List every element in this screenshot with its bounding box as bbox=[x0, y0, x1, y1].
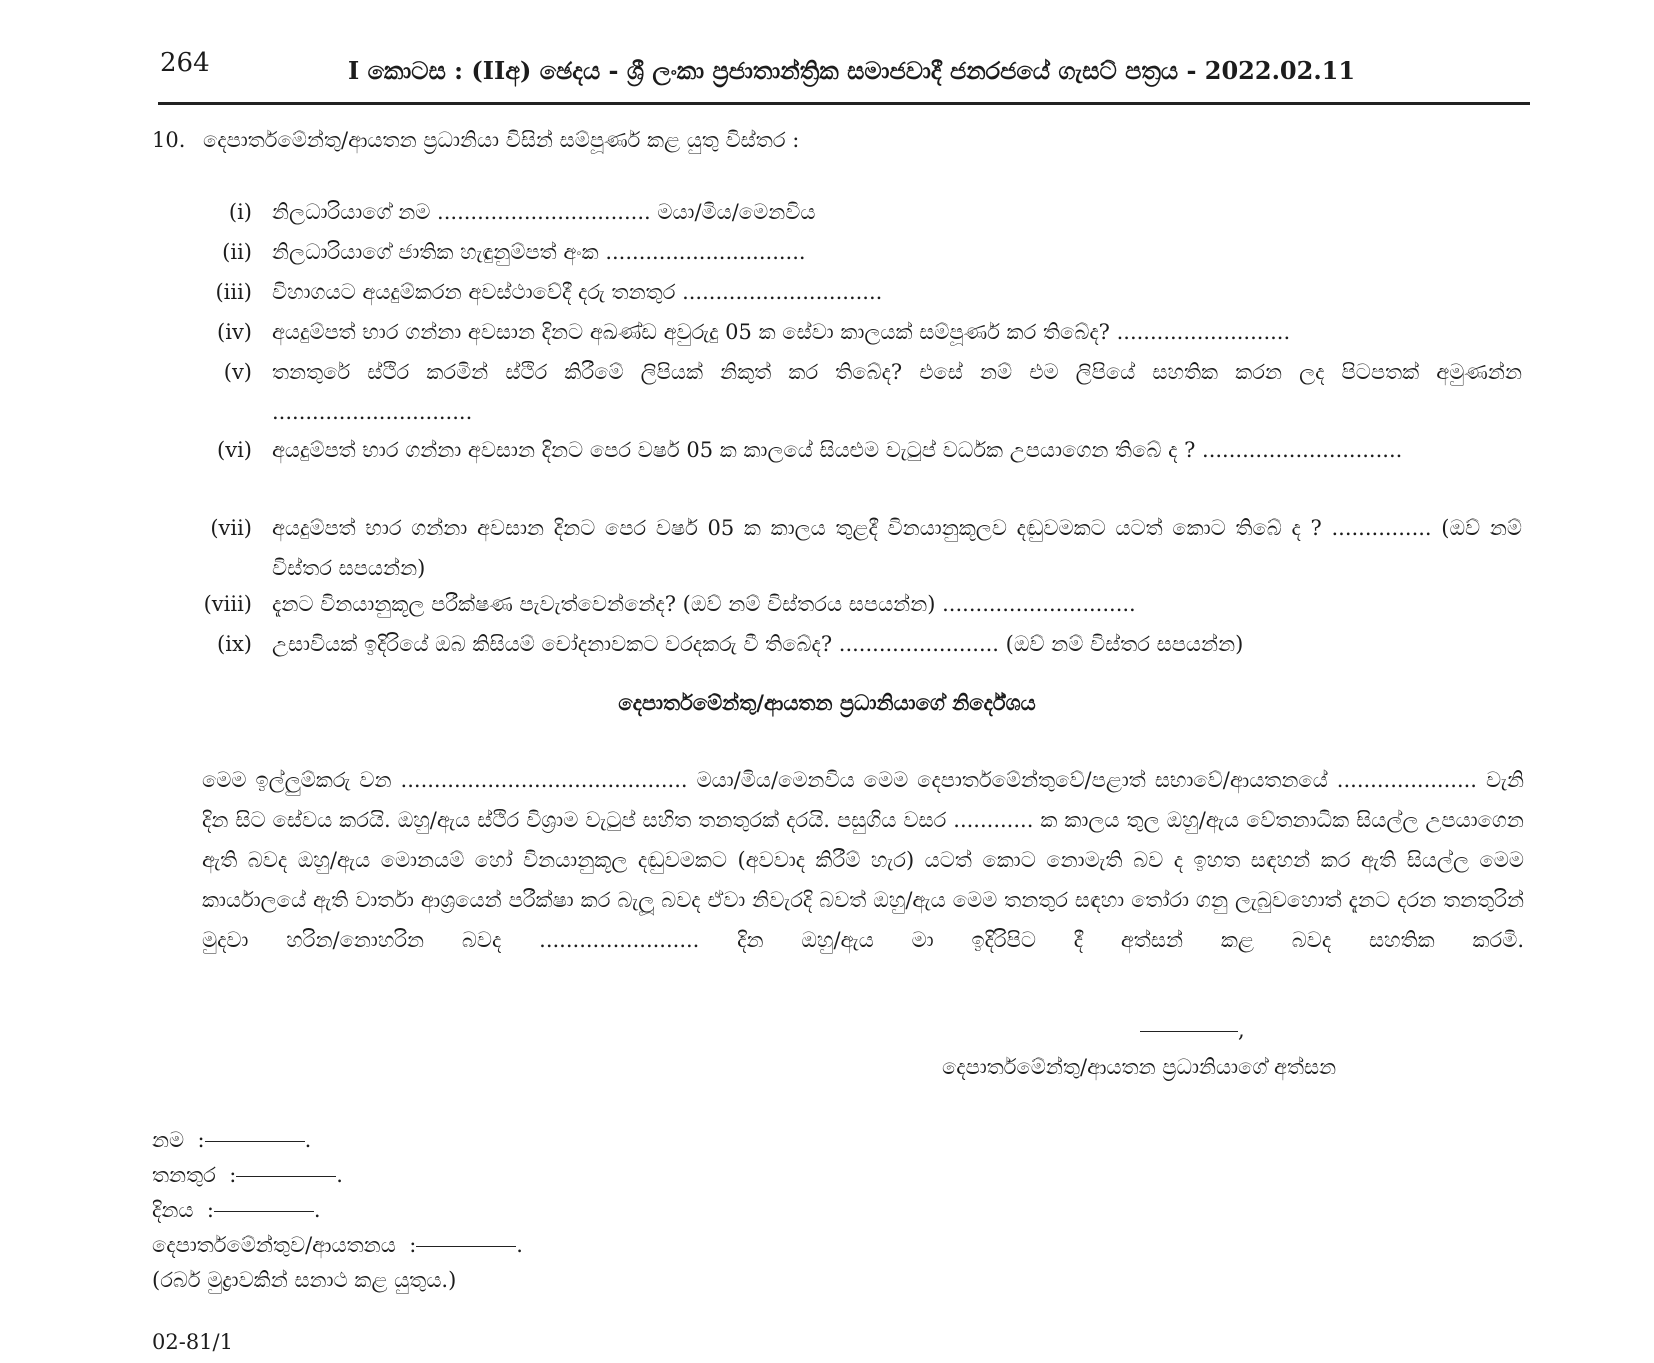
department-field: දෙපාර්තමේන්තුව/ආයතනය : . bbox=[152, 1233, 523, 1257]
name-field: නම : . bbox=[152, 1128, 312, 1152]
date-field: දිනය : . bbox=[152, 1198, 321, 1222]
item-number: (v) bbox=[223, 360, 252, 384]
stamp-note: (රබර් මුද්‍රාවකින් සනාථ කළ යුතුය.) bbox=[152, 1268, 457, 1292]
section-title: දෙපාර්තමේන්තු/ආයතන ප්‍රධානියා විසින් සම්පූර්ණ කළ යුතු විස්තර : bbox=[203, 128, 800, 152]
field-label: තනතුර bbox=[152, 1163, 216, 1187]
item-number: (viii) bbox=[203, 592, 252, 616]
item-text: අයදුම්පත් භාර ගන්නා අවසාන දිනට අඛණ්ඩ අවුරුදු 05 ක සේවා කාලයක් සම්පූර්ණ කර තිබේද? .......................... bbox=[272, 320, 1291, 344]
item-number: (iii) bbox=[215, 280, 252, 304]
recommendation-heading: දෙපාර්තමේන්තු/ආයතන ප්‍රධානියාගේ නිර්දේශය bbox=[618, 690, 1036, 715]
item-text: තනතුරේ ස්ථිර කරමින් ස්ථිර කිරීමේ ලිපියක් නිකුත් කර තිබේද? එසේ නම් එම ලිපියේ සහතික කරන ලද පිටපතක් අමුණන්න .............................. bbox=[272, 360, 1522, 424]
item-text: අයදුම්පත් භාර ගන්නා අවසාන දිනට පෙර වර්ෂ 05 ක කාලයේ සියළුම වැටුප් වර්ධක උපයාගෙන තිබේ ද ? .............................. bbox=[272, 438, 1403, 462]
item-number: (vii) bbox=[210, 516, 252, 540]
item-number: (i) bbox=[228, 200, 252, 224]
item-text: උසාවියක් ඉදිරියේ ඔබ කිසියම් චෝදනාවකට වරදකරු වී තිබේද? ........................ (ඔව් නම් විස්තර සපයන්න) bbox=[272, 632, 1244, 656]
field-label: දෙපාර්තමේන්තුව/ආයතනය bbox=[152, 1233, 396, 1257]
field-label: දිනය bbox=[152, 1198, 194, 1222]
page-number: 264 bbox=[160, 48, 210, 78]
item-text: නිලධාරියාගේ නම ................................ මයා/මිය/මෙනවිය bbox=[272, 200, 816, 224]
item-number: (vi) bbox=[217, 438, 252, 462]
recommendation-paragraph: මෙම ඉල්ලුම්කරු වන ........................................... මයා/මිය/මෙනවිය මෙම දෙපාර්තමේන්තුවේ/පළාත් සභාවේ/ආයතනයේ ..................... වැනි දින සිට සේවය කරයි. ඔහු/ඇය ස්ථිර විශ්‍රාම වැටුප් සහිත තනතුරක් දරයි. පසුගිය වසර ............ ක කාලය තුල ඔහු/ඇය වේතනාධික සියල්ල උපයාගෙන ඇති බවද ඔහු/ඇය මොනයම් හෝ විනයානුකූල දඬුවමකට (අවවාද කිරීම් හැර) යටත් කොට නොමැති බව ද ඉහත සඳහන් කර ඇති සියල්ල මෙම කාර්යාලයේ ඇති වාර්තා ආශ්‍රයෙන් පරීක්ෂා කර බැලූ බවද ඒවා නිවැරදි බවත් ඔහු/ඇය මෙම තනතුර සඳහා තෝරා ගනු ලැබුවහොත් දැනට දරන තනතුරින් මුදවා හරින/නොහරින බවද ........................ දින ඔහු/ඇය මා ඉදිරිපිට දී අත්සන් කළ බවද සහතික කරමි. bbox=[202, 768, 1524, 952]
item-number: (ii) bbox=[222, 240, 252, 264]
field-label: නම bbox=[152, 1128, 185, 1152]
item-text: විහාගයට අයදුම්කරන අවස්ථාවේදී දරු තනතුර .............................. bbox=[272, 280, 883, 304]
section-number: 10. bbox=[152, 128, 186, 152]
footer-code: 02-81/1 bbox=[152, 1330, 233, 1354]
designation-field: තනතුර : . bbox=[152, 1163, 343, 1187]
item-number: (ix) bbox=[217, 632, 252, 656]
item-text: දැනට විනයානුකූල පරීක්ෂණ පැවැත්වෙන්නේද? (ඔව් නම් විස්තරය සපයන්න) ............................. bbox=[272, 592, 1136, 616]
gazette-header-title: I කොටස : (IIඅ) ඡෙදය - ශ්‍රී ලංකා ප්‍රජාතාන්ත්‍රික සමාජවාදී ජනරජයේ ගැසට් පත්‍රය - 2022.02.11 bbox=[348, 56, 1356, 85]
header-divider bbox=[158, 102, 1530, 105]
item-text: නිලධාරියාගේ ජාතික හැඳුනුම්පත් අංක .............................. bbox=[272, 240, 806, 264]
signature-caption: දෙපාර්තමේන්තු/ආයතන ප්‍රධානියාගේ අත්සන bbox=[942, 1055, 1337, 1079]
item-number: (iv) bbox=[217, 320, 252, 344]
item-text: අයදුම්පත් භාර ගන්නා අවසාන දිනට පෙර වර්ෂ 05 ක කාලය තුළදී විනයානුකූලව දඬුවමකට යටත් කොට තිබේ ද ? ............... (ඔව් නම් විස්තර සපයන්න) bbox=[272, 516, 1522, 580]
signature-line: , bbox=[1140, 1018, 1245, 1042]
